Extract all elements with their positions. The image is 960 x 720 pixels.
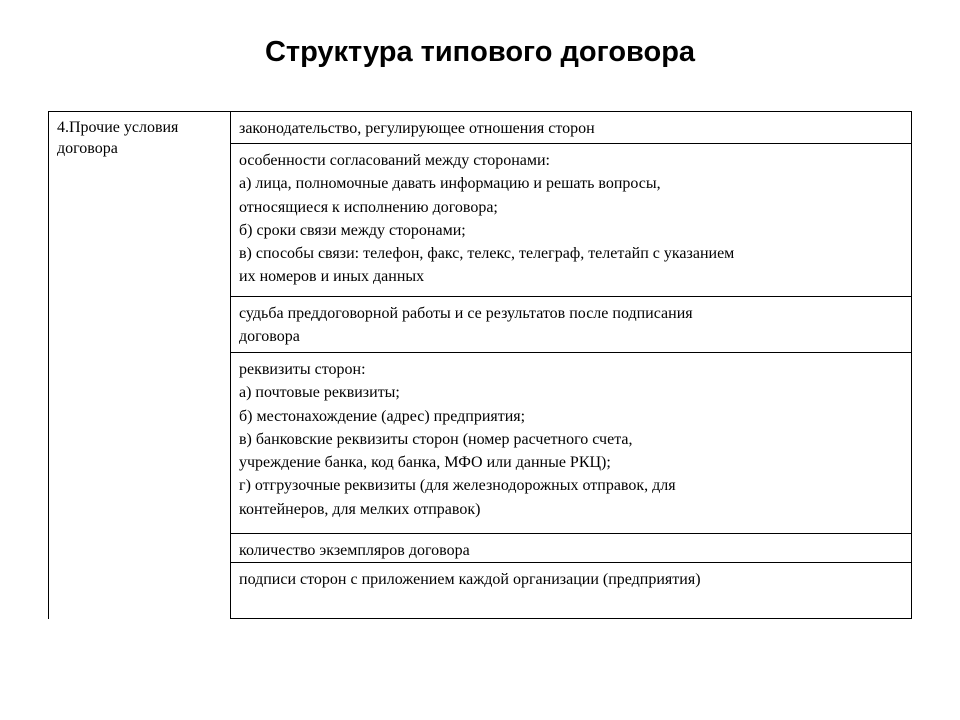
section-label: 4.Прочие условия договора (57, 119, 179, 157)
section-label-cell (48, 111, 230, 619)
table-row-signatures: подписи сторон с приложением каждой организации (предприятия) (230, 562, 912, 619)
table-row-legislation: законодательство, регулирующее отношения сторон (230, 111, 912, 144)
slide-title: Структура типового договора (264, 36, 696, 68)
conditions-column (230, 111, 912, 619)
contract-structure-table (48, 111, 912, 619)
table-row-requisites: реквизиты сторон: а) почтовые реквизиты; б) местонахождение (адрес) предприятия; в) банковские реквизиты сторон (номер расчетного счета, учреждение банка, код банка, МФО или данные РКЦ); г) отгрузочные реквизиты (для железнодорожных отправок, для контейнеров, для мелких отправок) (230, 352, 912, 534)
table-row-precontract-work: судьба преддоговорной работы и се результатов после подписания договора (230, 296, 912, 353)
table-row-copies: количество экземпляров договора (230, 533, 912, 563)
table-row-coordination: особенности согласований между сторонами: а) лица, полномочные давать информацию и решать вопросы, относящиеся к исполнению договора; б) сроки связи между сторонами; в) способы связи: телефон, факс, телекс, телеграф, телетайп с указанием их номеров и иных данных (230, 143, 912, 297)
